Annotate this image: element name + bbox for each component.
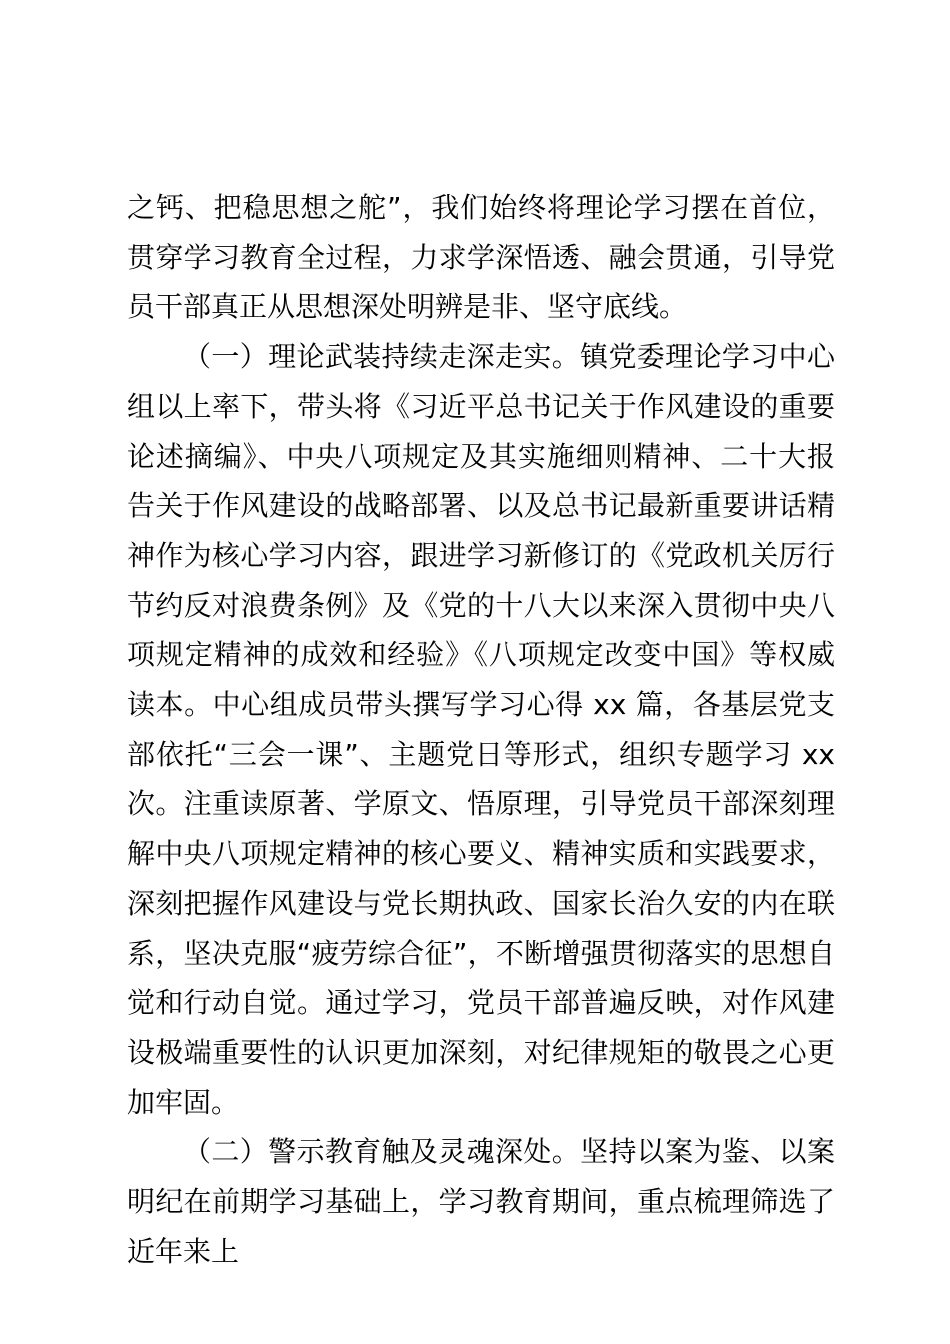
- document-body: [127, 183, 835, 1276]
- paragraph-section-one: （一）理论武装持续走深走实。镇党委理论学习中心组以上率下，带头将《习近平总书记关于作风建设的重要论述摘编》、中央八项规定及其实施细则精神、二十大报告关于作风建设的战略部署、以及总书记最新重要讲话精神作为核心学习内容，跟进学习新修订的《党政机关厉行节约反对浪费条例》及《党的十八大以来深入贯彻中央八项规定精神的成效和经验》《八项规定改变中国》等权威读本。中心组成员带头撰写学习心得 xx 篇，各基层党支部依托“三会一课”、主题党日等形式，组织专题学习 xx 次。注重读原著、学原文、悟原理，引导党员干部深刻理解中央八项规定精神的核心要义、精神实质和实践要求，深刻把握作风建设与党长期执政、国家长治久安的内在联系，坚决克服“疲劳综合征”，不断增强贯彻落实的思想自觉和行动自觉。通过学习，党员干部普遍反映，对作风建设极端重要性的认识更加深刻，对纪律规矩的敬畏之心更加牢固。: [127, 340, 835, 1119]
- paragraph-continuation: 之钙、把稳思想之舵”，我们始终将理论学习摆在首位，贯穿学习教育全过程，力求学深悟透、融会贯通，引导党员干部真正从思想深处明辨是非、坚守底线。: [127, 191, 835, 324]
- paragraph-section-two: （二）警示教育触及灵魂深处。坚持以案为鉴、以案明纪在前期学习基础上，学习教育期间，重点梳理筛选了近年来上: [127, 1135, 835, 1268]
